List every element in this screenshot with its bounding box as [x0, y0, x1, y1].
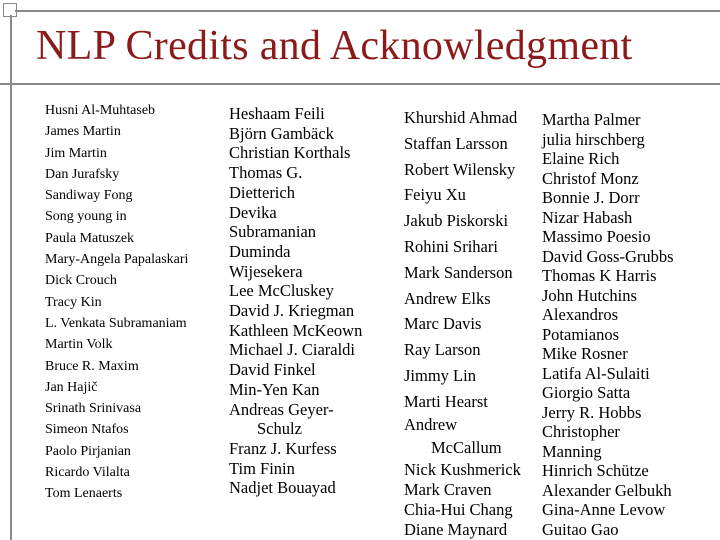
- credit-name: Marc Davis: [404, 314, 482, 334]
- credit-name: Paula Matuszek: [45, 230, 135, 246]
- credit-name: Rohini Srihari: [404, 236, 498, 256]
- credit-name: David Finkel: [229, 360, 316, 380]
- credit-name: L. Venkata Subramaniam: [45, 315, 187, 331]
- credit-name: Tracy Kin: [45, 294, 102, 310]
- credit-name: Jim Martin: [45, 145, 107, 161]
- credit-name: Dan Jurafsky: [45, 166, 120, 182]
- title-underline: [0, 83, 720, 85]
- credit-name: Dietterich: [229, 182, 295, 202]
- credit-name: Bonnie J. Dorr: [542, 188, 640, 207]
- credits-column-3: [404, 105, 521, 540]
- credit-name: Chia-Hui Chang: [404, 500, 513, 520]
- credit-name: Nizar Habash: [542, 207, 633, 227]
- credit-name: Feiyu Xu: [404, 185, 466, 205]
- credit-name: Björn Gambäck: [229, 123, 334, 143]
- credit-name: Min-Yen Kan: [229, 379, 320, 399]
- credit-name: julia hirschberg: [542, 129, 645, 149]
- credit-name: Andrew Elks: [404, 288, 491, 308]
- credit-name: Thomas K Harris: [542, 266, 657, 285]
- credit-name: Manning: [542, 441, 602, 461]
- credit-name: Simeon Ntafos: [45, 422, 129, 438]
- credit-name: Heshaam Feili: [229, 104, 325, 123]
- credit-name: Mark Sanderson: [404, 262, 513, 282]
- credit-name: Tom Lenaerts: [45, 486, 123, 502]
- left-rule: [10, 15, 12, 540]
- credit-name: Song young in: [45, 209, 127, 225]
- credit-name: Massimo Poesio: [542, 227, 651, 246]
- credit-name: Martha Palmer: [542, 110, 641, 129]
- credit-name: Srinath Srinivasa: [45, 401, 142, 417]
- credit-name: Subramanian: [229, 222, 317, 242]
- credit-name: Giorgio Satta: [542, 383, 631, 402]
- credit-name: Ricardo Vilalta: [45, 465, 130, 481]
- credit-name: Michael J. Ciaraldi: [229, 340, 356, 360]
- credit-name: Franz J. Kurfess: [229, 438, 337, 458]
- credit-name: John Hutchins: [542, 285, 637, 305]
- credit-name: Robert Wilensky: [404, 159, 516, 179]
- credit-name: McCallum: [431, 437, 502, 457]
- credit-name: Nick Kushmerick: [404, 460, 521, 480]
- credit-name: Bruce R. Maxim: [45, 358, 139, 374]
- credit-name: Potamianos: [542, 324, 619, 344]
- credit-name: Kathleen McKeown: [229, 320, 363, 340]
- credit-name: David J. Kriegman: [229, 301, 355, 321]
- credit-name: Andrew: [404, 414, 458, 434]
- credit-name: Mike Rosner: [542, 344, 628, 363]
- credit-name: Hinrich Schütze: [542, 461, 649, 480]
- credit-name: Mark Craven: [404, 480, 492, 500]
- credit-name: Staffan Larsson: [404, 133, 508, 153]
- credits-column-1: [45, 100, 188, 505]
- credit-name: Mary-Angela Papalaskari: [45, 252, 189, 268]
- credit-name: Guitao Gao: [542, 519, 619, 539]
- credit-name: Andreas Geyer-: [229, 399, 334, 419]
- credit-name: Alexander Gelbukh: [542, 480, 672, 500]
- credit-name: Husni Al-Muhtaseb: [45, 103, 156, 118]
- credits-column-4: [542, 110, 674, 539]
- credit-name: Jerry R. Hobbs: [542, 402, 642, 422]
- credit-name: Wijesekera: [229, 261, 303, 281]
- credit-name: Alexandros: [542, 305, 619, 324]
- credit-name: Khurshid Ahmad: [404, 108, 518, 127]
- credit-name: Lee McCluskey: [229, 281, 334, 301]
- credit-name: Gina-Anne Levow: [542, 500, 666, 519]
- credit-name: Schulz: [257, 419, 302, 439]
- credit-name: Nadjet Bouayad: [229, 478, 336, 498]
- credit-name: Dick Crouch: [45, 273, 117, 289]
- credit-name: Thomas G.: [229, 163, 303, 183]
- credit-name: Christopher: [542, 422, 620, 441]
- credit-name: Elaine Rich: [542, 149, 620, 168]
- credit-name: Christian Korthals: [229, 143, 351, 163]
- credit-name: Christof Monz: [542, 168, 639, 188]
- credit-name: Sandiway Fong: [45, 188, 133, 204]
- credits-column-2: [229, 104, 362, 498]
- credit-name: Jan Hajič: [45, 379, 98, 395]
- top-rule: [15, 10, 720, 12]
- credit-name: Martin Volk: [45, 337, 113, 353]
- credit-name: Latifa Al-Sulaiti: [542, 363, 650, 383]
- credit-name: Paolo Pirjanian: [45, 443, 131, 459]
- credit-name: Duminda: [229, 241, 291, 261]
- slide-title: NLP Credits and Acknowledgment: [36, 23, 633, 69]
- credit-name: Devika: [229, 202, 277, 222]
- credit-name: Marti Hearst: [404, 391, 488, 411]
- credit-name: Jakub Piskorski: [404, 211, 509, 231]
- credit-name: Diane Maynard: [404, 520, 508, 540]
- credit-name: James Martin: [45, 124, 121, 140]
- credit-name: Jimmy Lin: [404, 365, 476, 385]
- credit-name: Ray Larson: [404, 340, 481, 360]
- credit-name: David Goss-Grubbs: [542, 246, 674, 266]
- credit-name: Tim Finin: [229, 458, 295, 478]
